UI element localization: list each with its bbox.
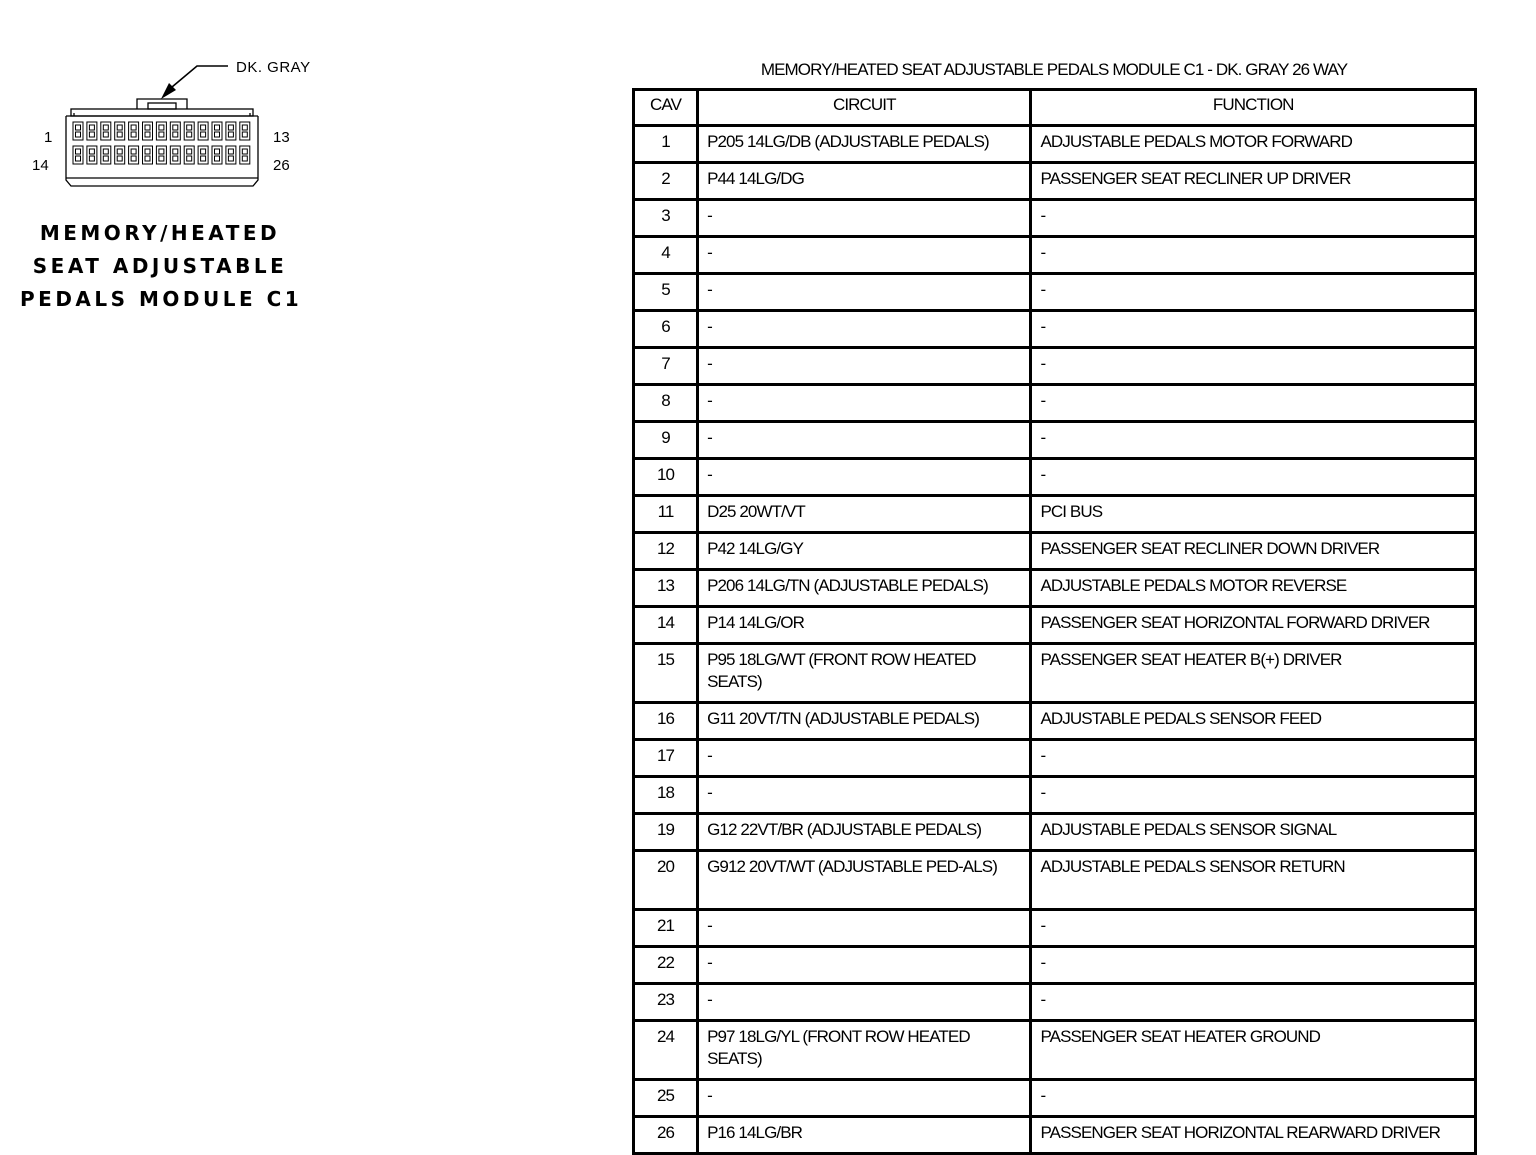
cav-cell: 3 (634, 200, 698, 237)
table-row (634, 740, 1476, 777)
table-row (634, 496, 1476, 533)
cav-cell: 21 (634, 910, 698, 947)
pin-terminal (89, 125, 94, 130)
cav-cell: 1 (634, 126, 698, 163)
circuit-cell: P205 14LG/DB (ADJUSTABLE PEDALS) (698, 126, 1031, 163)
connector-title-line: MEMORY/HEATED (39, 221, 281, 245)
pin-terminal (145, 125, 150, 130)
cav-cell: 19 (634, 814, 698, 851)
cav-cell: 13 (634, 570, 698, 607)
cav-cell: 23 (634, 984, 698, 1021)
table-row (634, 910, 1476, 947)
pin-terminal (159, 125, 164, 130)
cav-cell: 2 (634, 163, 698, 200)
cav-cell: 12 (634, 533, 698, 570)
cav-cell: 17 (634, 740, 698, 777)
pin-terminal (187, 156, 192, 161)
table-row (634, 814, 1476, 851)
cav-cell: 10 (634, 459, 698, 496)
circuit-cell: - (698, 385, 1031, 422)
function-cell: PASSENGER SEAT HORIZONTAL FORWARD DRIVER (1031, 607, 1476, 644)
pin-terminal (103, 132, 108, 137)
circuit-cell: - (698, 984, 1031, 1021)
pin-label-26: 26 (273, 157, 290, 174)
function-cell: - (1031, 740, 1476, 777)
pin-terminal (76, 156, 81, 161)
circuit-cell: P42 14LG/GY (698, 533, 1031, 570)
table-row (634, 984, 1476, 1021)
table-row (634, 163, 1476, 200)
table-row (634, 947, 1476, 984)
circuit-cell: P16 14LG/BR (698, 1117, 1031, 1154)
header-circuit: CIRCUIT (698, 90, 1031, 126)
pin-terminal (187, 132, 192, 137)
circuit-cell: - (698, 422, 1031, 459)
cav-cell: 26 (634, 1117, 698, 1154)
circuit-cell: D25 20WT/VT (698, 496, 1031, 533)
function-cell: ADJUSTABLE PEDALS SENSOR SIGNAL (1031, 814, 1476, 851)
pin-terminal (117, 132, 122, 137)
pin-terminal (89, 149, 94, 154)
pin-terminal (242, 156, 247, 161)
function-cell: PASSENGER SEAT HEATER GROUND (1031, 1021, 1476, 1080)
pin-terminal (103, 149, 108, 154)
pin-terminal (145, 132, 150, 137)
circuit-cell: - (698, 947, 1031, 984)
table-row (634, 385, 1476, 422)
function-cell: - (1031, 459, 1476, 496)
pin-terminal (117, 125, 122, 130)
table-header-row (634, 90, 1476, 126)
circuit-cell: G912 20VT/WT (ADJUSTABLE PED-ALS) (698, 851, 1031, 910)
circuit-cell: - (698, 1080, 1031, 1117)
pin-terminal (145, 156, 150, 161)
pin-terminal (117, 149, 122, 154)
circuit-cell: - (698, 237, 1031, 274)
cav-cell: 22 (634, 947, 698, 984)
function-cell: PCI BUS (1031, 496, 1476, 533)
table-row (634, 126, 1476, 163)
function-cell: - (1031, 311, 1476, 348)
pin-terminal (173, 149, 178, 154)
function-cell: - (1031, 237, 1476, 274)
table-row (634, 851, 1476, 910)
table-row (634, 459, 1476, 496)
pin-terminal (76, 149, 81, 154)
pin-terminal (173, 125, 178, 130)
connector-diagram (20, 50, 340, 200)
function-cell: - (1031, 274, 1476, 311)
pin-terminal (145, 149, 150, 154)
pin-terminal (173, 156, 178, 161)
pin-terminal (228, 125, 233, 130)
pin-terminal (201, 125, 206, 130)
pin-terminal (201, 132, 206, 137)
circuit-cell: P14 14LG/OR (698, 607, 1031, 644)
pin-label-13: 13 (273, 129, 290, 146)
function-cell: - (1031, 200, 1476, 237)
pin-terminal (228, 149, 233, 154)
table-row (634, 1080, 1476, 1117)
function-cell: - (1031, 777, 1476, 814)
circuit-cell: - (698, 348, 1031, 385)
pin-terminal (76, 125, 81, 130)
function-cell: ADJUSTABLE PEDALS SENSOR RETURN (1031, 851, 1476, 910)
pin-terminal (76, 132, 81, 137)
function-cell: PASSENGER SEAT HEATER B(+) DRIVER (1031, 644, 1476, 703)
connector-color-label: DK. GRAY (236, 59, 311, 76)
cav-cell: 6 (634, 311, 698, 348)
circuit-cell: - (698, 274, 1031, 311)
circuit-cell: - (698, 311, 1031, 348)
pin-terminal (201, 149, 206, 154)
table-row (634, 237, 1476, 274)
cav-cell: 11 (634, 496, 698, 533)
cav-cell: 18 (634, 777, 698, 814)
table-row (634, 644, 1476, 703)
pin-terminal (228, 156, 233, 161)
circuit-cell: - (698, 459, 1031, 496)
cav-cell: 24 (634, 1021, 698, 1080)
circuit-cell: - (698, 777, 1031, 814)
cav-cell: 16 (634, 703, 698, 740)
pin-terminal (159, 132, 164, 137)
circuit-cell: P44 14LG/DG (698, 163, 1031, 200)
pin-label-1: 1 (44, 129, 53, 146)
cav-cell: 5 (634, 274, 698, 311)
pin-terminal (215, 149, 220, 154)
cav-cell: 8 (634, 385, 698, 422)
pin-terminal (242, 125, 247, 130)
table-caption: MEMORY/HEATED SEAT ADJUSTABLE PEDALS MODULE C1 - DK. GRAY 26 WAY (760, 60, 1348, 79)
cav-cell: 7 (634, 348, 698, 385)
pin-terminal (131, 132, 136, 137)
table-row (634, 570, 1476, 607)
table-row (634, 1021, 1476, 1080)
function-cell: ADJUSTABLE PEDALS MOTOR REVERSE (1031, 570, 1476, 607)
pin-terminal (131, 149, 136, 154)
pinout-table (632, 88, 1477, 1155)
circuit-cell: P97 18LG/YL (FRONT ROW HEATED SEATS) (698, 1021, 1031, 1080)
pin-terminal (215, 132, 220, 137)
function-cell: PASSENGER SEAT RECLINER DOWN DRIVER (1031, 533, 1476, 570)
pin-terminal (201, 156, 206, 161)
header-function: FUNCTION (1031, 90, 1476, 126)
circuit-cell: P95 18LG/WT (FRONT ROW HEATED SEATS) (698, 644, 1031, 703)
function-cell: ADJUSTABLE PEDALS SENSOR FEED (1031, 703, 1476, 740)
function-cell: - (1031, 385, 1476, 422)
table-row (634, 1117, 1476, 1154)
cav-cell: 14 (634, 607, 698, 644)
function-cell: - (1031, 910, 1476, 947)
cav-cell: 20 (634, 851, 698, 910)
pin-terminal (242, 149, 247, 154)
table-row (634, 607, 1476, 644)
pin-terminal (228, 132, 233, 137)
cav-cell: 4 (634, 237, 698, 274)
function-cell: - (1031, 984, 1476, 1021)
function-cell: PASSENGER SEAT RECLINER UP DRIVER (1031, 163, 1476, 200)
table-row (634, 348, 1476, 385)
circuit-cell: G11 20VT/TN (ADJUSTABLE PEDALS) (698, 703, 1031, 740)
table-row (634, 274, 1476, 311)
pin-label-14: 14 (32, 157, 49, 174)
pin-terminal (159, 156, 164, 161)
circuit-cell: - (698, 910, 1031, 947)
function-cell: ADJUSTABLE PEDALS MOTOR FORWARD (1031, 126, 1476, 163)
table-row (634, 703, 1476, 740)
pin-terminal (117, 156, 122, 161)
connector-title-line: SEAT ADJUSTABLE (32, 254, 288, 278)
cav-cell: 25 (634, 1080, 698, 1117)
pin-terminal (131, 156, 136, 161)
connector-title-line: PEDALS MODULE C1 (20, 287, 303, 311)
header-cav: CAV (634, 90, 698, 126)
cav-cell: 15 (634, 644, 698, 703)
circuit-cell: G12 22VT/BR (ADJUSTABLE PEDALS) (698, 814, 1031, 851)
function-cell: - (1031, 947, 1476, 984)
table-row (634, 533, 1476, 570)
pin-terminal (103, 156, 108, 161)
connector-title (20, 217, 303, 316)
cav-cell: 9 (634, 422, 698, 459)
function-cell: - (1031, 1080, 1476, 1117)
pin-terminal (187, 149, 192, 154)
function-cell: - (1031, 348, 1476, 385)
pin-terminal (215, 156, 220, 161)
table-row (634, 311, 1476, 348)
circuit-cell: P206 14LG/TN (ADJUSTABLE PEDALS) (698, 570, 1031, 607)
table-row (634, 422, 1476, 459)
pin-terminal (89, 156, 94, 161)
table-row (634, 200, 1476, 237)
pin-terminal (159, 149, 164, 154)
pin-terminal (187, 125, 192, 130)
circuit-cell: - (698, 200, 1031, 237)
pin-terminal (173, 132, 178, 137)
pin-terminal (131, 125, 136, 130)
function-cell: PASSENGER SEAT HORIZONTAL REARWARD DRIVER (1031, 1117, 1476, 1154)
pin-terminal (89, 132, 94, 137)
table-row (634, 777, 1476, 814)
pin-terminal (242, 132, 247, 137)
function-cell: - (1031, 422, 1476, 459)
pin-terminal (215, 125, 220, 130)
pin-terminal (103, 125, 108, 130)
circuit-cell: - (698, 740, 1031, 777)
